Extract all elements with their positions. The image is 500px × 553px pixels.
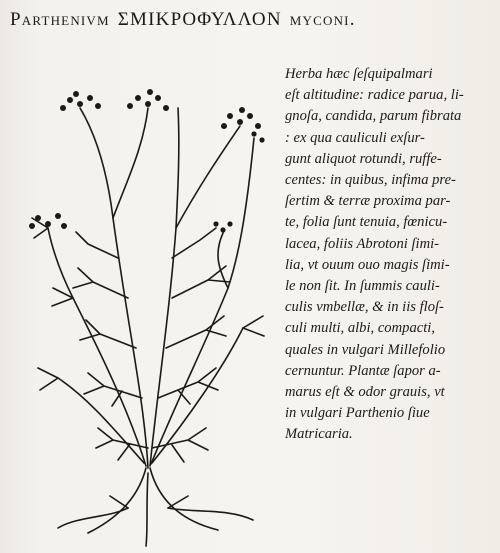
description-line: ſertim & terræ proxima par- [285,193,451,210]
description-line: Herba hæc ſeſquipalmari [285,66,433,82]
description-line: le non ſit. In ſummis cauli- [285,278,440,295]
description-line: gnoſa, candida, parum fibrata [285,108,462,125]
description-line: gunt aliquot rotundi, ruffe- [285,150,442,167]
description-line: in vulgari Parthenio ſiue [285,405,430,422]
header-greek-title: ΣΜΙΚΡΟΦΥΛΛΟΝ [117,9,282,30]
description-line: culis vmbellæ, & in iis floſ- [285,299,444,316]
description-line: cernuntur. Plantæ ſapor a- [285,362,441,379]
header-latin-title: Parthenivm [10,9,110,30]
description-line: culi multi, albi, compacti, [285,320,435,337]
description-line: centes: in quibus, infima pre- [285,172,456,189]
page-header [10,8,496,32]
description-line: quales in vulgari Millefolio [285,341,446,358]
header-place: myconi. [289,9,356,30]
description-line: : ex qua cauliculi exſur- [285,129,425,146]
description-line: lia, vt ouum ouo magis ſimi- [285,256,450,273]
plant-woodcut-icon [18,68,280,548]
description-line: Matricaria. [285,426,353,443]
description-text [285,64,497,446]
description-line: eſt altitudine: radice parua, li- [285,87,464,104]
description-line: marus eſt & odor grauis, vt [285,384,445,401]
plant-woodcut-illustration [18,68,280,548]
description-line: te, folia ſunt tenuia, fœnicu- [285,214,448,231]
description-line: lacea, foliis Abrotoni ſimi- [285,235,440,252]
